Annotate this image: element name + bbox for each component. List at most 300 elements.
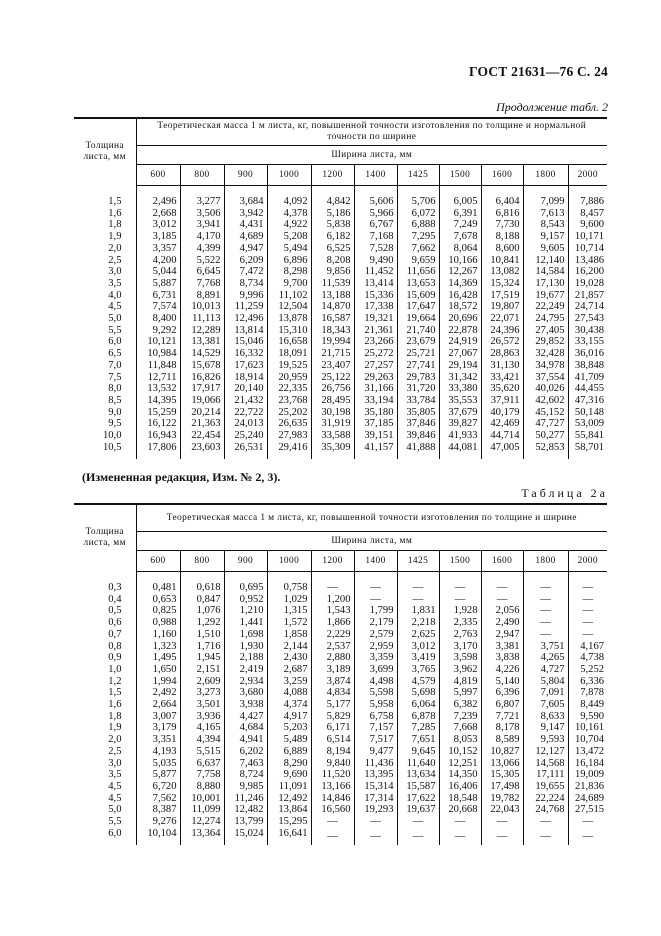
- mass-cell: 2,687: [267, 664, 311, 676]
- mass-cell: 35,180: [354, 407, 397, 419]
- mass-cell: 47,005: [481, 442, 523, 460]
- mass-cell: 7,886: [568, 196, 607, 208]
- mass-cell: 6,064: [397, 699, 439, 711]
- mass-cell: 11,099: [180, 804, 224, 816]
- mass-cell: 3,359: [354, 652, 397, 664]
- spacer-cell: [481, 186, 523, 197]
- mass-cell: 10,166: [439, 255, 481, 267]
- thickness-cell: 10,0: [74, 430, 136, 442]
- mass-cell: 38,848: [568, 360, 607, 372]
- thickness-cell: 0,9: [74, 652, 136, 664]
- mass-cell: 34,978: [523, 360, 568, 372]
- mass-cell: 33,155: [568, 336, 607, 348]
- mass-cell: 24,013: [224, 418, 267, 430]
- mass-cell: 22,071: [481, 313, 523, 325]
- mass-cell: 33,588: [311, 430, 354, 442]
- mass-cell: —: [481, 594, 523, 606]
- mass-cell: 41,157: [354, 442, 397, 460]
- mass-cell: 22,335: [267, 383, 311, 395]
- mass-cell: 15,678: [180, 360, 224, 372]
- mass-cell: 6,731: [136, 290, 180, 302]
- mass-cell: 11,113: [180, 313, 224, 325]
- mass-cell: 31,166: [354, 383, 397, 395]
- spacer-cell: [224, 572, 267, 583]
- table-row: [74, 664, 607, 676]
- mass-cell: 5,515: [180, 746, 224, 758]
- mass-cell: 17,111: [523, 769, 568, 781]
- column-header: 2000: [568, 165, 607, 186]
- mass-cell: 5,829: [311, 711, 354, 723]
- mass-cell: 0,825: [136, 605, 180, 617]
- table-row: [74, 196, 607, 208]
- column-header: 1600: [481, 165, 523, 186]
- mass-cell: 5,203: [267, 722, 311, 734]
- spacer-cell: [354, 186, 397, 197]
- page-header: ГОСТ 21631—76 С. 24: [469, 64, 608, 79]
- mass-cell: 6,182: [311, 231, 354, 243]
- mass-cell: 1,866: [311, 617, 354, 629]
- mass-cell: 1,076: [180, 605, 224, 617]
- thickness-cell: 4,5: [74, 793, 136, 805]
- mass-cell: 53,009: [568, 418, 607, 430]
- mass-cell: 18,572: [439, 301, 481, 313]
- mass-cell: 0,653: [136, 594, 180, 606]
- mass-cell: 19,525: [267, 360, 311, 372]
- mass-cell: 23,768: [267, 395, 311, 407]
- mass-cell: 21,715: [311, 348, 354, 360]
- mass-cell: 3,962: [439, 664, 481, 676]
- mass-cell: 24,919: [439, 336, 481, 348]
- mass-cell: 1,799: [354, 605, 397, 617]
- thickness-cell: 1,8: [74, 711, 136, 723]
- thickness-cell: 0,7: [74, 629, 136, 641]
- mass-cell: 8,543: [523, 219, 568, 231]
- mass-cell: 7,099: [523, 196, 568, 208]
- mass-cell: 8,290: [267, 758, 311, 770]
- mass-cell: 4,427: [224, 711, 267, 723]
- mass-cell: 1,210: [224, 605, 267, 617]
- thickness-cell: 1,2: [74, 676, 136, 688]
- table-row: [74, 769, 607, 781]
- mass-cell: —: [568, 605, 607, 617]
- mass-cell: 13,878: [267, 313, 311, 325]
- mass-cell: 8,208: [311, 255, 354, 267]
- mass-cell: —: [523, 605, 568, 617]
- table-row: [74, 605, 607, 617]
- mass-cell: 16,200: [568, 266, 607, 278]
- mass-cell: 7,528: [354, 243, 397, 255]
- table-row: [74, 383, 607, 395]
- mass-cell: 37,911: [481, 395, 523, 407]
- mass-cell: 18,914: [224, 372, 267, 384]
- mass-cell: 45,152: [523, 407, 568, 419]
- mass-cell: 2,947: [481, 629, 523, 641]
- thickness-header: Толщина листа, мм: [74, 504, 136, 572]
- mass-cell: 3,680: [224, 687, 267, 699]
- mass-cell: 36,016: [568, 348, 607, 360]
- mass-cell: 12,140: [523, 255, 568, 267]
- mass-cell: 3,259: [267, 676, 311, 688]
- table-2a-label: Таблица 2а: [521, 486, 608, 500]
- mass-cell: 3,419: [397, 652, 439, 664]
- thickness-cell: 1,9: [74, 722, 136, 734]
- table-row: [74, 676, 607, 688]
- mass-cell: —: [568, 582, 607, 594]
- mass-cell: 15,314: [354, 781, 397, 793]
- thickness-cell: 1,5: [74, 687, 136, 699]
- thickness-cell: 1,6: [74, 699, 136, 711]
- mass-cell: 37,554: [523, 372, 568, 384]
- mass-cell: 4,374: [267, 699, 311, 711]
- mass-cell: 8,891: [180, 290, 224, 302]
- column-header: 1800: [523, 551, 568, 572]
- mass-cell: 22,043: [481, 804, 523, 816]
- mass-cell: 16,184: [568, 758, 607, 770]
- mass-cell: 41,709: [568, 372, 607, 384]
- mass-cell: 3,941: [180, 219, 224, 231]
- thickness-cell: 1,9: [74, 231, 136, 243]
- mass-cell: 29,194: [439, 360, 481, 372]
- mass-cell: 12,289: [180, 325, 224, 337]
- mass-cell: 5,997: [439, 687, 481, 699]
- mass-cell: 9,490: [354, 255, 397, 267]
- mass-cell: 19,321: [354, 313, 397, 325]
- mass-cell: 1,029: [267, 594, 311, 606]
- mass-cell: 4,394: [180, 734, 224, 746]
- mass-cell: 1,650: [136, 664, 180, 676]
- mass-cell: 3,273: [180, 687, 224, 699]
- table-row: [74, 313, 607, 325]
- mass-cell: 19,677: [523, 290, 568, 302]
- mass-cell: 3,185: [136, 231, 180, 243]
- mass-cell: 9,477: [354, 746, 397, 758]
- mass-cell: 4,498: [354, 676, 397, 688]
- mass-cell: 3,501: [180, 699, 224, 711]
- mass-cell: 12,274: [180, 816, 224, 828]
- mass-cell: 52,853: [523, 442, 568, 460]
- mass-cell: 7,472: [224, 266, 267, 278]
- mass-cell: 50,277: [523, 430, 568, 442]
- spacer-cell: [180, 186, 224, 197]
- thickness-cell: 5,5: [74, 816, 136, 828]
- mass-cell: 8,194: [311, 746, 354, 758]
- mass-cell: 7,295: [397, 231, 439, 243]
- mass-cell: 1,994: [136, 676, 180, 688]
- table-row: [74, 652, 607, 664]
- mass-cell: 0,952: [224, 594, 267, 606]
- mass-cell: 25,202: [267, 407, 311, 419]
- mass-cell: 58,701: [568, 442, 607, 460]
- spacer-cell: [523, 572, 568, 583]
- table-row: [74, 243, 607, 255]
- column-header: 1800: [523, 165, 568, 186]
- mass-cell: 2,959: [354, 641, 397, 653]
- mass-cell: 6,396: [481, 687, 523, 699]
- mass-cell: 6,878: [397, 711, 439, 723]
- mass-cell: 4,399: [180, 243, 224, 255]
- mass-cell: 15,305: [481, 769, 523, 781]
- mass-cell: 2,609: [180, 676, 224, 688]
- mass-cell: 5,706: [397, 196, 439, 208]
- mass-cell: —: [439, 828, 481, 846]
- mass-cell: 6,637: [180, 758, 224, 770]
- table-row: [74, 594, 607, 606]
- mass-cell: 4,834: [311, 687, 354, 699]
- mass-cell: 18,091: [267, 348, 311, 360]
- mass-cell: 3,699: [354, 664, 397, 676]
- mass-cell: 20,214: [180, 407, 224, 419]
- mass-cell: 6,382: [439, 699, 481, 711]
- mass-cell: 2,419: [224, 664, 267, 676]
- mass-cell: —: [397, 828, 439, 846]
- mass-cell: 1,441: [224, 617, 267, 629]
- mass-cell: —: [439, 816, 481, 828]
- mass-cell: 19,807: [481, 301, 523, 313]
- mass-cell: 6,404: [481, 196, 523, 208]
- mass-cell: 19,028: [568, 278, 607, 290]
- mass-cell: 8,589: [481, 734, 523, 746]
- mass-cell: 6,336: [568, 676, 607, 688]
- table-row: [74, 266, 607, 278]
- mass-cell: 21,432: [224, 395, 267, 407]
- mass-cell: 16,658: [267, 336, 311, 348]
- spacer-cell: [74, 186, 136, 197]
- column-header: 1200: [311, 551, 354, 572]
- mass-cell: 9,292: [136, 325, 180, 337]
- mass-cell: 16,332: [224, 348, 267, 360]
- spacer-cell: [311, 186, 354, 197]
- mass-cell: 8,064: [439, 243, 481, 255]
- spacer-cell: [136, 186, 180, 197]
- spacer-cell: [354, 572, 397, 583]
- mass-cell: 29,783: [397, 372, 439, 384]
- thickness-cell: 1,0: [74, 664, 136, 676]
- spacer-row: [74, 572, 607, 583]
- mass-cell: 5,035: [136, 758, 180, 770]
- mass-cell: 11,656: [397, 266, 439, 278]
- mass-cell: 3,684: [224, 196, 267, 208]
- mass-cell: 4,689: [224, 231, 267, 243]
- mass-cell: 17,806: [136, 442, 180, 460]
- column-header: 1500: [439, 165, 481, 186]
- mass-cell: 7,758: [180, 769, 224, 781]
- mass-cell: 10,714: [568, 243, 607, 255]
- mass-cell: 11,091: [267, 781, 311, 793]
- mass-cell: 4,265: [523, 652, 568, 664]
- mass-cell: 22,224: [523, 793, 568, 805]
- mass-cell: 3,381: [481, 641, 523, 653]
- mass-cell: 16,826: [180, 372, 224, 384]
- mass-cell: 33,421: [481, 372, 523, 384]
- mass-cell: 17,622: [397, 793, 439, 805]
- thickness-cell: 6,0: [74, 336, 136, 348]
- mass-cell: 2,492: [136, 687, 180, 699]
- mass-cell: 2,430: [267, 652, 311, 664]
- mass-cell: 15,324: [481, 278, 523, 290]
- column-header: 800: [180, 165, 224, 186]
- spacer-cell: [311, 572, 354, 583]
- thickness-cell: 0,8: [74, 641, 136, 653]
- table-row: [74, 325, 607, 337]
- table-row: [74, 290, 607, 302]
- table-row: [74, 758, 607, 770]
- mass-cell: 27,067: [439, 348, 481, 360]
- mass-cell: 6,171: [311, 722, 354, 734]
- mass-cell: 2,490: [481, 617, 523, 629]
- mass-cell: —: [523, 816, 568, 828]
- mass-cell: 23,407: [311, 360, 354, 372]
- mass-cell: 4,947: [224, 243, 267, 255]
- mass-cell: 8,724: [224, 769, 267, 781]
- table-row: [74, 231, 607, 243]
- mass-cell: 12,267: [439, 266, 481, 278]
- spacer-cell: [267, 572, 311, 583]
- mass-cell: 7,562: [136, 793, 180, 805]
- table-row: [74, 372, 607, 384]
- mass-cell: 12,711: [136, 372, 180, 384]
- mass-cell: 7,239: [439, 711, 481, 723]
- continuation-note: Продолжение табл. 2: [496, 100, 608, 114]
- mass-cell: 1,945: [180, 652, 224, 664]
- thickness-cell: 2,5: [74, 255, 136, 267]
- mass-cell: 10,001: [180, 793, 224, 805]
- mass-cell: 19,066: [180, 395, 224, 407]
- mass-cell: 19,782: [481, 793, 523, 805]
- thickness-cell: 3,5: [74, 769, 136, 781]
- mass-cell: 13,381: [180, 336, 224, 348]
- mass-cell: 1,930: [224, 641, 267, 653]
- mass-cell: 13,653: [397, 278, 439, 290]
- mass-cell: 1,928: [439, 605, 481, 617]
- mass-cell: 10,984: [136, 348, 180, 360]
- mass-cell: 1,831: [397, 605, 439, 617]
- mass-cell: —: [568, 816, 607, 828]
- mass-cell: 8,053: [439, 734, 481, 746]
- mass-cell: 1,510: [180, 629, 224, 641]
- mass-cell: 10,104: [136, 828, 180, 846]
- thickness-cell: 7,0: [74, 360, 136, 372]
- mass-cell: 4,819: [439, 676, 481, 688]
- mass-cell: 4,684: [224, 722, 267, 734]
- mass-cell: 10,827: [481, 746, 523, 758]
- thickness-cell: 4,0: [74, 290, 136, 302]
- mass-cell: 55,841: [568, 430, 607, 442]
- thickness-cell: 0,3: [74, 582, 136, 594]
- mass-cell: 13,472: [568, 746, 607, 758]
- mass-cell: 24,396: [481, 325, 523, 337]
- mass-cell: 13,864: [267, 804, 311, 816]
- mass-cell: 39,151: [354, 430, 397, 442]
- mass-cell: 15,295: [267, 816, 311, 828]
- mass-cell: 12,496: [224, 313, 267, 325]
- table-row: [74, 255, 607, 267]
- mass-cell: 23,679: [397, 336, 439, 348]
- mass-cell: 6,758: [354, 711, 397, 723]
- mass-cell: 24,689: [568, 793, 607, 805]
- mass-cell: 5,698: [397, 687, 439, 699]
- mass-cell: 10,161: [568, 722, 607, 734]
- mass-cell: 11,848: [136, 360, 180, 372]
- mass-cell: 33,784: [397, 395, 439, 407]
- mass-cell: 21,836: [568, 781, 607, 793]
- mass-cell: 1,495: [136, 652, 180, 664]
- mass-cell: 3,012: [397, 641, 439, 653]
- mass-cell: —: [439, 594, 481, 606]
- mass-cell: 26,635: [267, 418, 311, 430]
- mass-cell: —: [523, 617, 568, 629]
- column-header: 1000: [267, 551, 311, 572]
- mass-cell: 17,338: [354, 301, 397, 313]
- mass-cell: 6,807: [481, 699, 523, 711]
- mass-cell: 13,082: [481, 266, 523, 278]
- mass-cell: 11,539: [311, 278, 354, 290]
- mass-cell: 8,449: [568, 699, 607, 711]
- mass-cell: 10,171: [568, 231, 607, 243]
- mass-cell: 6,720: [136, 781, 180, 793]
- mass-cell: 19,994: [311, 336, 354, 348]
- mass-cell: 20,140: [224, 383, 267, 395]
- mass-cell: 2,668: [136, 208, 180, 220]
- mass-cell: 44,714: [481, 430, 523, 442]
- mass-cell: 10,121: [136, 336, 180, 348]
- width-header: Ширина листа, мм: [136, 146, 607, 165]
- mass-cell: 9,996: [224, 290, 267, 302]
- mass-cell: 12,482: [224, 804, 267, 816]
- spacer-cell: [74, 572, 136, 583]
- mass-cell: 27,741: [397, 360, 439, 372]
- mass-cell: —: [311, 816, 354, 828]
- thickness-header: Толщина листа, мм: [74, 118, 136, 186]
- mass-cell: 22,878: [439, 325, 481, 337]
- thickness-cell: 6,0: [74, 828, 136, 846]
- mass-cell: 4,088: [267, 687, 311, 699]
- mass-cell: 7,091: [523, 687, 568, 699]
- column-header: 1500: [439, 551, 481, 572]
- spacer-cell: [136, 572, 180, 583]
- mass-cell: 19,009: [568, 769, 607, 781]
- mass-cell: 0,988: [136, 617, 180, 629]
- mass-cell: 25,721: [397, 348, 439, 360]
- table-row: [74, 828, 607, 846]
- mass-cell: 35,620: [481, 383, 523, 395]
- mass-cell: —: [523, 582, 568, 594]
- mass-cell: 5,186: [311, 208, 354, 220]
- mass-cell: —: [481, 816, 523, 828]
- spacer-row: [74, 186, 607, 197]
- mass-cell: 0,695: [224, 582, 267, 594]
- mass-cell: 0,847: [180, 594, 224, 606]
- mass-cell: 9,147: [523, 722, 568, 734]
- mass-cell: 0,618: [180, 582, 224, 594]
- thickness-cell: 10,5: [74, 442, 136, 460]
- mass-cell: 17,519: [481, 290, 523, 302]
- mass-cell: 6,072: [397, 208, 439, 220]
- spacer-cell: [224, 186, 267, 197]
- mass-cell: 4,579: [397, 676, 439, 688]
- mass-cell: —: [568, 828, 607, 846]
- mass-cell: 47,727: [523, 418, 568, 430]
- thickness-cell: 7,5: [74, 372, 136, 384]
- mass-cell: —: [311, 582, 354, 594]
- mass-cell: 14,870: [311, 301, 354, 313]
- mass-cell: 6,525: [311, 243, 354, 255]
- mass-cell: 13,486: [568, 255, 607, 267]
- mass-cell: 2,763: [439, 629, 481, 641]
- mass-cell: 13,634: [397, 769, 439, 781]
- mass-cell: 1,200: [311, 594, 354, 606]
- mass-cell: 17,498: [481, 781, 523, 793]
- mass-cell: 27,515: [568, 804, 607, 816]
